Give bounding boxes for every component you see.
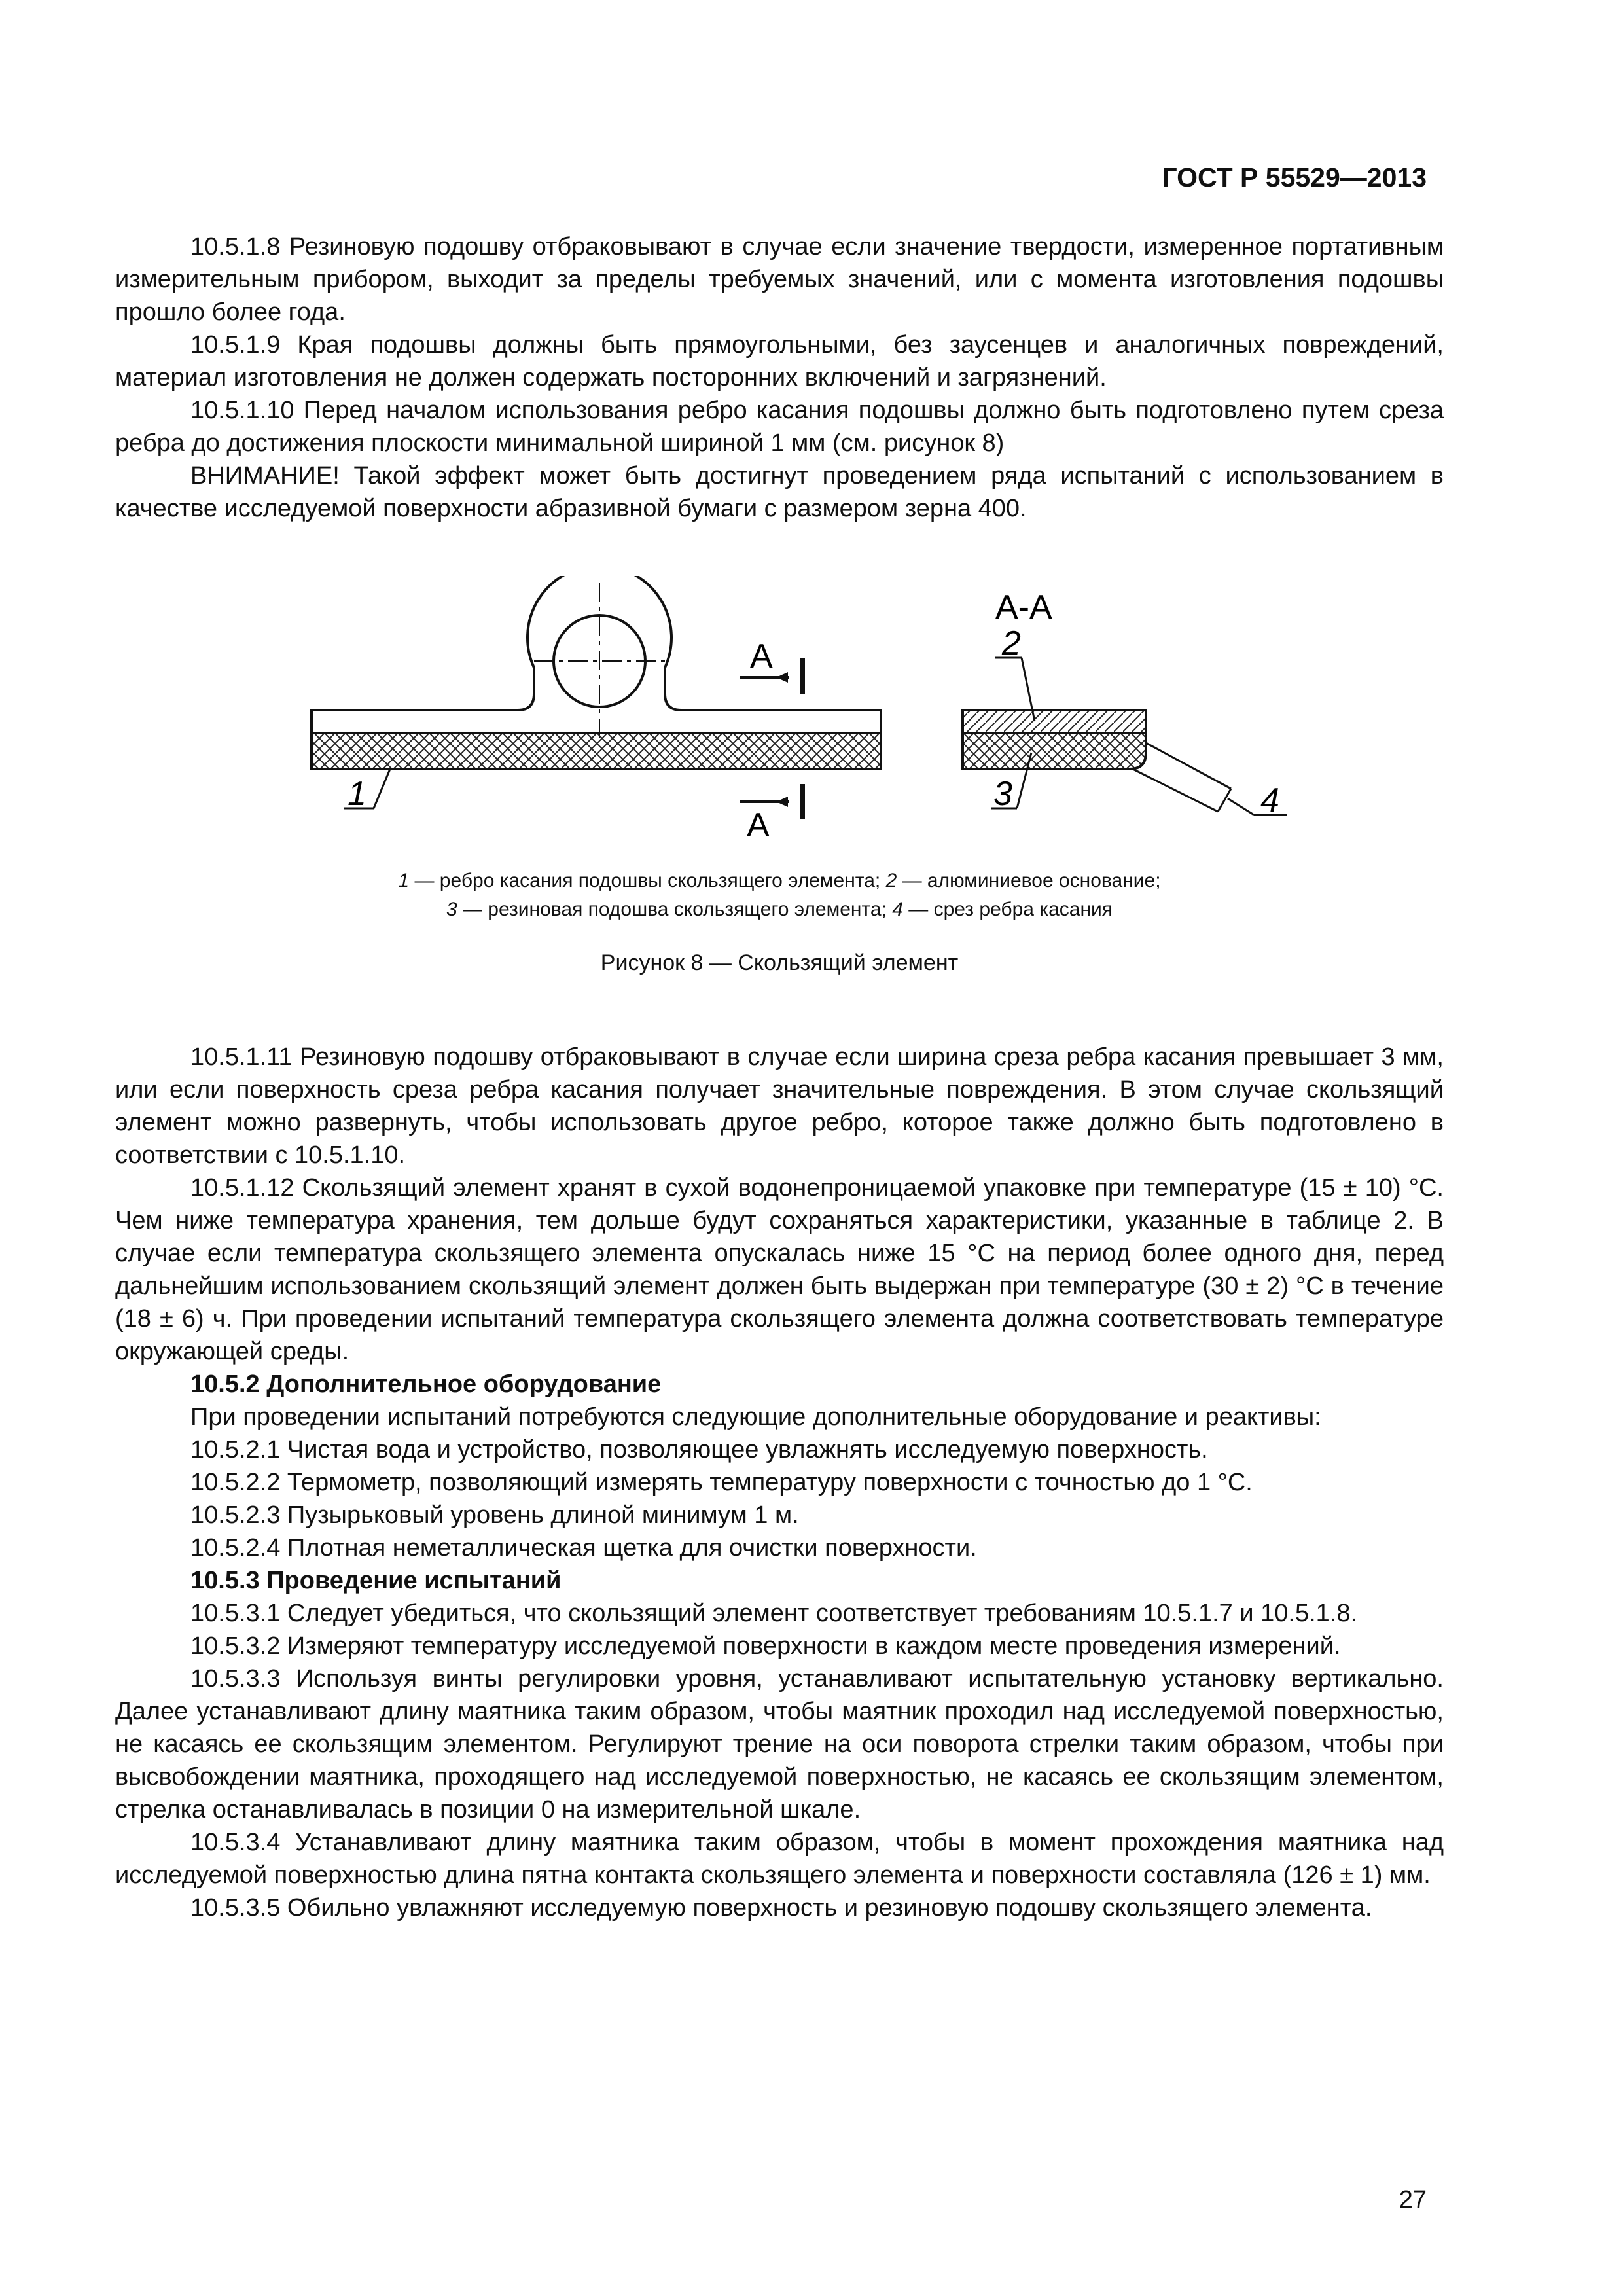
paragraph: 10.5.3.4 Устанавливают длину маятника таким образом, чтобы в момент прохождения маятника над исследуемой поверхностью длина пятна контакта скользящего элемента и поверхности составляла (126 ± 1) мм. xyxy=(115,1829,1444,1889)
legend-num: 1 xyxy=(398,870,410,891)
section-arrow-bottom xyxy=(776,797,788,807)
paragraph: 10.5.1.9 Края подошвы должны быть прямоугольными, без заусенцев и аналогичных повреждений, материал изготовления не должен содержать посторонних включений и загрязнений. xyxy=(115,331,1444,391)
paragraph: 10.5.1.11 Резиновую подошву отбраковывают в случае если ширина среза ребра касания превышает 3 мм, или если поверхность среза ребра касания получает значительные повреждения. В этом случае скользящий элемент можно развернуть, чтобы использовать другое ребро, которое также должно быть подготовлено в соответствии с 10.5.1.10. xyxy=(115,1043,1444,1169)
rubber-sole-section xyxy=(963,733,1146,769)
paragraph: ВНИМАНИЕ! Такой эффект может быть достигнут проведением ряда испытаний с использованием в качестве исследуемой поверхности абразивной бумаги с размером зерна 400. xyxy=(115,462,1444,522)
figure-8 xyxy=(115,576,1444,877)
text-block-bottom xyxy=(115,1041,1444,1924)
legend-num: 2 xyxy=(885,870,897,891)
paragraph: 10.5.3.1 Следует убедиться, что скользящий элемент соответствует требованиям 10.5.1.7 и 10.5.1.8. xyxy=(190,1600,1358,1627)
legend-line-1 xyxy=(115,867,1444,895)
paragraph: 10.5.1.12 Скользящий элемент хранят в сухой водонепроницаемой упаковке при температуре (15 ± 10) °С. Чем ниже температура хранения, тем дольше будут сохраняться характеристики, указанные в таблице 2. В случае если температура скользящего элемента опускалась ниже 15 °С на период более одного дня, перед дальнейшим использованием скользящий элемент должен быть выдержан при температуре (30 ± 2) °С в течение (18 ± 6) ч. При проведении испытаний температура скользящего элемента должна соответствовать температуре окружающей среды. xyxy=(115,1174,1444,1365)
paragraph: 10.5.3.2 Измеряют температуру исследуемой поверхности в каждом месте проведения измерений. xyxy=(190,1632,1341,1660)
figure-legend xyxy=(115,867,1444,924)
rubber-sole xyxy=(312,733,881,769)
section-label-bottom: А xyxy=(747,806,770,844)
callout-1: 1 xyxy=(348,775,366,813)
section-label-top: А xyxy=(750,637,773,675)
callout-3: 3 xyxy=(993,775,1012,813)
figure-caption: Рисунок 8 — Скользящий элемент xyxy=(600,950,959,975)
paragraph: При проведении испытаний потребуются следующие дополнительные оборудование и реактивы: xyxy=(190,1403,1321,1431)
aluminium-base-section xyxy=(963,710,1146,733)
paragraph: 10.5.3.5 Обильно увлажняют исследуемую поверхность и резиновую подошву скользящего элемента. xyxy=(190,1894,1372,1922)
callout-4-leader xyxy=(1228,798,1254,815)
section-heading: 10.5.2 Дополнительное оборудование xyxy=(190,1371,662,1398)
legend-line-2 xyxy=(115,895,1444,924)
callout-2: 2 xyxy=(1002,624,1021,662)
legend-text: — срез ребра касания xyxy=(902,899,1113,920)
legend-text: — ребро касания подошвы скользящего элемента; xyxy=(409,870,886,891)
callout-4: 4 xyxy=(1260,781,1279,819)
paragraph: 10.5.3.3 Используя винты регулировки уровня, устанавливают испытательную установку вертикально. Далее устанавливают длину маятника таким образом, чтобы маятник проходил над исследуемой поверхностью, не касаясь ее скользящим элементом. Регулируют трение на оси поворота стрелки таким образом, чтобы при высвобождении маятника, проходящего над исследуемой поверхностью, не касаясь ее скользящим элементом, стрелка останавливалась в позиции 0 на измерительной шкале. xyxy=(115,1665,1444,1823)
section-view xyxy=(963,588,1287,819)
paragraph: 10.5.2.4 Плотная неметаллическая щетка для очистки поверхности. xyxy=(190,1534,977,1562)
paragraph: 10.5.2.1 Чистая вода и устройство, позволяющее увлажнять исследуемую поверхность. xyxy=(190,1436,1208,1463)
paragraph: 10.5.1.8 Резиновую подошву отбраковывают в случае если значение твердости, измеренное портативным измерительным прибором, выходит за пределы требуемых значений, или с момента изготовления подошвы прошло более года. xyxy=(115,233,1444,326)
paragraph: 10.5.1.10 Перед началом использования ребро касания подошвы должно быть подготовлено путем среза ребра до достижения плоскости минимальной шириной 1 мм (см. рисунок 8) xyxy=(115,397,1444,457)
legend-num: 4 xyxy=(892,899,903,920)
legend-text: — алюминиевое основание; xyxy=(897,870,1161,891)
section-title: А-А xyxy=(995,588,1052,626)
paragraph: 10.5.2.3 Пузырьковый уровень длиной минимум 1 м. xyxy=(190,1501,799,1529)
section-arrow-top xyxy=(776,672,788,683)
document-id-header: ГОСТ Р 55529—2013 xyxy=(1162,162,1427,192)
sliding-element-drawing xyxy=(115,576,1444,877)
legend-text: — резиновая подошва скользящего элемента; xyxy=(457,899,893,920)
paragraph: 10.5.2.2 Термометр, позволяющий измерять температуру поверхности с точностью до 1 °С. xyxy=(190,1469,1253,1496)
callout-1-leader xyxy=(374,769,390,808)
page-number: 27 xyxy=(1399,2186,1427,2214)
legend-num: 3 xyxy=(446,899,457,920)
text-block-top xyxy=(115,230,1444,525)
front-view xyxy=(312,576,881,844)
section-heading: 10.5.3 Проведение испытаний xyxy=(190,1567,562,1594)
